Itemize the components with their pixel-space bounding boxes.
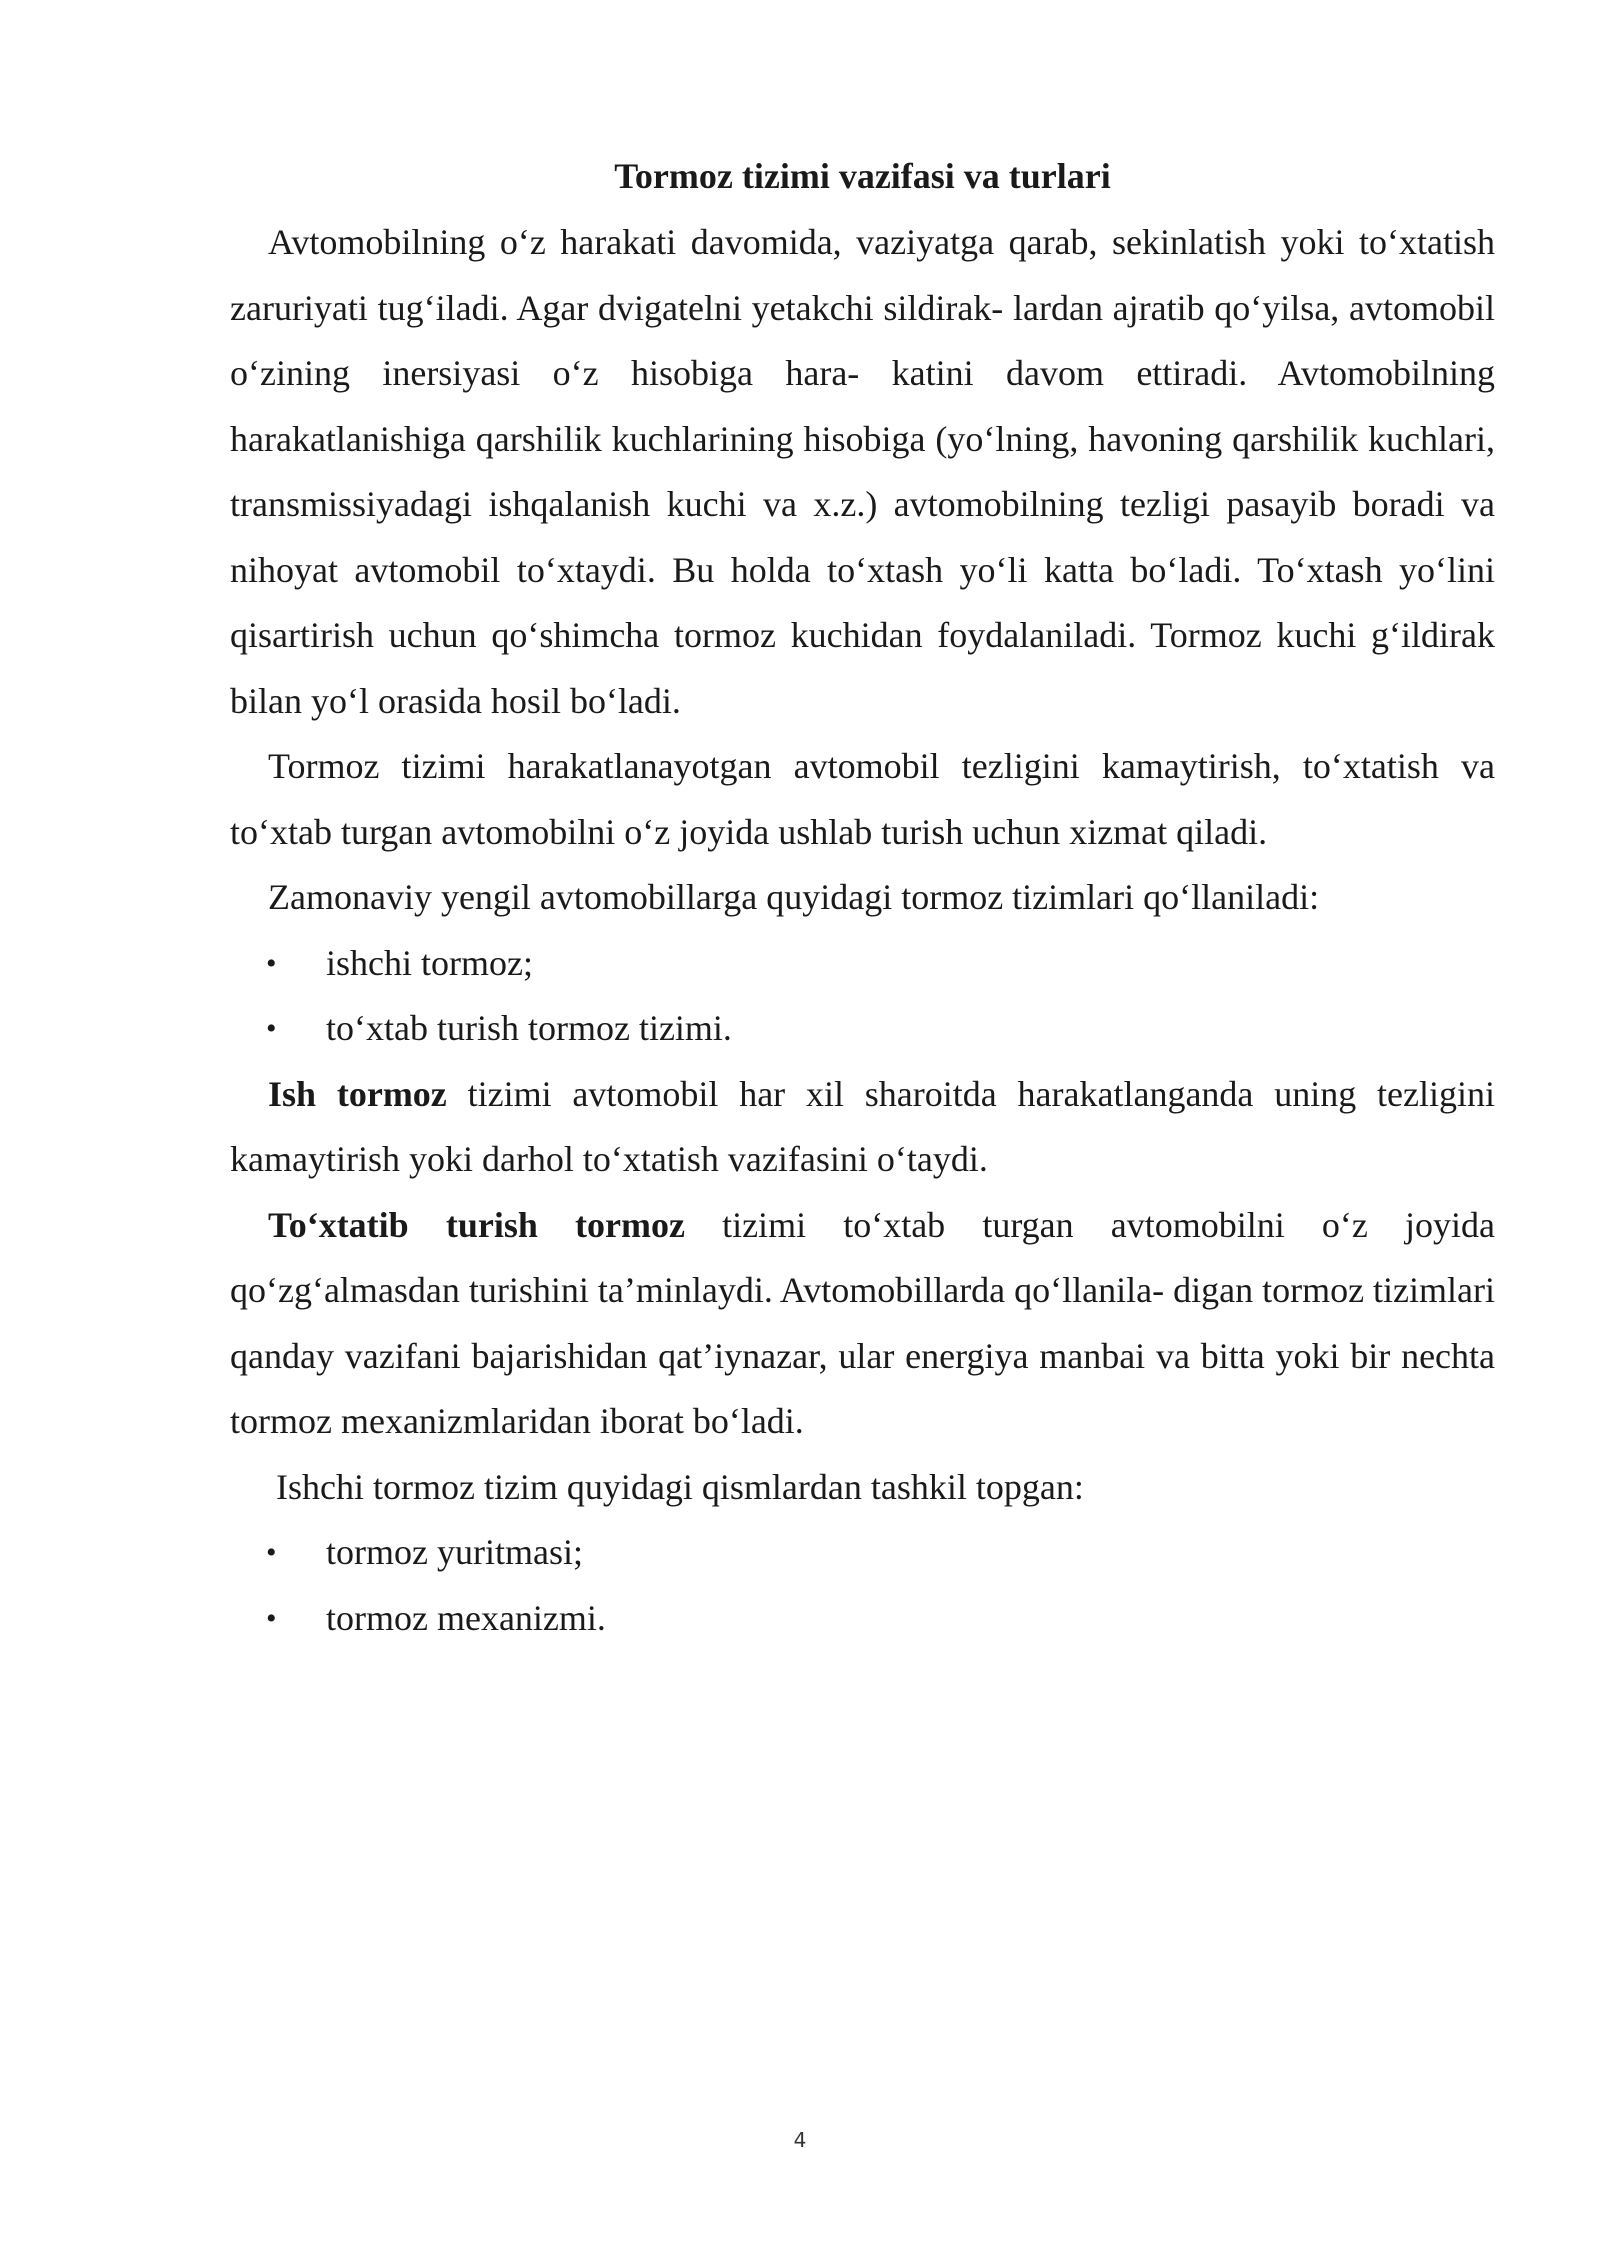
term-parking-brake: To‘xtatib turish tormoz	[268, 1204, 685, 1245]
list-item	[230, 996, 1495, 1062]
paragraph-text: tizimi avtomobil har xil sharoitda harakatlanganda uning tezligini kamaytirish yoki darhol to‘xtatish vazifasini o‘taydi.	[230, 1073, 1495, 1179]
term-service-brake: Ish tormoz	[268, 1073, 447, 1114]
list-item	[230, 1520, 1495, 1586]
list-item-text: to‘xtab turish tormoz tizimi.	[326, 1008, 732, 1048]
list-item-text: tormoz mexanizmi.	[326, 1597, 606, 1638]
bullet-icon: •	[266, 1601, 277, 1635]
section-heading: Tormoz tizimi vazifasi va turlari	[614, 156, 1111, 196]
list-item	[230, 1586, 1495, 1652]
bullet-icon: •	[266, 946, 277, 980]
list-item-text: ishchi tormoz;	[326, 942, 533, 983]
paragraph-components-intro: Ishchi tormoz tizim quyidagi qismlardan tashkil topgan:	[276, 1466, 1084, 1507]
bullet-icon: •	[266, 1012, 277, 1045]
paragraph-service-brake	[230, 1062, 1495, 1193]
bullet-icon: •	[266, 1536, 277, 1569]
list-item	[230, 931, 1495, 997]
document-page	[230, 148, 1495, 1651]
paragraph-text: tizimi to‘xtab turgan avtomobilni o‘z joyida qo‘zg‘almasdan turishini ta’minlaydi. Avtomobillarda qo‘llanila- digan tormoz tizimlari qanday vazifani bajarishidan qat’iynazar, ular energiya manbai va bitta yoki bir nechta tormoz mexanizmlaridan iborat bo‘ladi.	[230, 1204, 1496, 1441]
paragraph-intro: Avtomobilning o‘z harakati davomida, vaziyatga qarab, sekinlatish yoki to‘xtatish zaruriyati tug‘iladi. Agar dvigatelni yetakchi sildirak- lardan ajratib qo‘yilsa, avtomobil o‘zining inersiyasi o‘z hisobiga hara- katini davom ettiradi. Avtomobilning harakatlanishiga qarshilik kuchlarining hisobiga (yo‘lning, havoning qarshilik kuchlari, transmissiyadagi ishqalanish kuchi va x.z.) avtomobilning tezligi pasayib boradi va nihoyat avtomobil to‘xtaydi. Bu holda to‘xtash yo‘li katta bo‘ladi. To‘xtash yo‘lini qisartirish uchun qo‘shimcha tormoz kuchidan foydalaniladi. Tormoz kuchi g‘ildirak bilan yo‘l orasida hosil bo‘ladi.	[230, 222, 1495, 721]
page-number: 4	[793, 2128, 807, 2152]
paragraph-types-intro: Zamonaviy yengil avtomobillarga quyidagi tormoz tizimlari qo‘llaniladi:	[268, 877, 1320, 917]
list-item-text: tormoz yuritmasi;	[326, 1532, 583, 1572]
brake-types-list	[230, 931, 1495, 1062]
paragraph-parking-brake	[230, 1193, 1495, 1455]
brake-components-list	[230, 1520, 1495, 1651]
paragraph-purpose: Tormoz tizimi harakatlanayotgan avtomobil tezligini kamaytirish, to‘xtatish va to‘xtab turgan avtomobilni o‘z joyida ushlab turish uchun xizmat qiladi.	[230, 746, 1495, 852]
